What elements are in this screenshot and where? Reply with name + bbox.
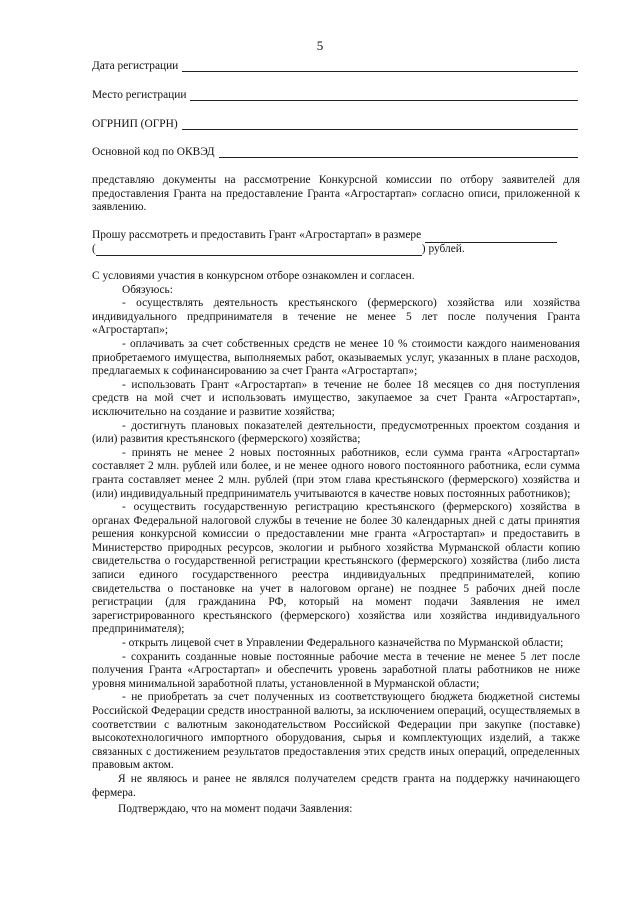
not-recipient-statement: Я не являюсь и ранее не являлся получателем средств гранта на поддержку начинающего фермера.	[92, 772, 580, 799]
page-number: 5	[316, 38, 324, 53]
okved-field	[92, 146, 578, 158]
grant-amount-line	[425, 232, 557, 243]
intro-paragraph: представляю документы на рассмотрение Конкурсной комиссии по отбору заявителей для предоставления Гранта на предоставление Гранта «Агростартап» согласно описи, приложенной к заявлению.	[92, 174, 580, 214]
registration-date-label: Дата регистрации	[92, 60, 179, 72]
registration-date-field	[92, 60, 578, 72]
rubles-label: ) рублей.	[421, 242, 465, 255]
obligation-item: - принять не менее 2 новых постоянных работников, если сумма гранта «Агростартап» составляет 2 млн. рублей или более, и не менее одного нового постоянного работника, если сумма гранта составляет менее 2 млн. рублей (при этом глава крестьянского (фермерского) хозяйства и (или) индивидуальный предприниматель учитываются в качестве новых постоянных работников);	[92, 446, 580, 500]
grant-request-label: Прошу рассмотреть и предоставить Грант «Агростартап» в размере	[92, 229, 422, 241]
obligation-item: - осуществить государственную регистрацию крестьянского (фермерского) хозяйства в органах Федеральной налоговой службы в течение не более 30 календарных дней с даты принятия решения конкурсной комиссии о предоставлении мне гранта «Агростартап» и предоставить в Министерство природных ресурсов, экологии и рыбного хозяйства Мурманской области копию свидетельства о государственной регистрации крестьянского (фермерского) хозяйства (либо листа записи единого государственного реестра индивидуальных предпринимателей, копию свидетельства о постановке на учет в налоговом органе) не позднее 5 рабочих дней после регистрации (для гражданина РФ, который на момент подачи Заявления не имел зарегистрированного крестьянского (фермерского) хозяйства или хозяйства индивидуального предпринимателя);	[92, 501, 580, 636]
obligation-item: - оплачивать за счет собственных средств не менее 10 % стоимости каждого наименования приобретаемого имущества, выполняемых работ, оказываемых услуг, указанных в плане расходов, предлагаемых к софинансированию за счет Гранта «Агростартап»;	[92, 337, 580, 378]
okved-line	[219, 147, 578, 158]
obligation-item: - использовать Грант «Агростартап» в течение не более 18 месяцев со дня поступления средств на мой счет и использовать имущество, закупаемое за счет Гранта «Агростартап», исключительно на создание и развитие хозяйства;	[92, 378, 580, 418]
grant-request	[92, 229, 580, 256]
ogrnip-label: ОГРНИП (ОГРН)	[92, 118, 178, 130]
obligation-item: - открыть лицевой счет в Управлении Федерального казначейства по Мурманской области;	[122, 637, 564, 650]
obligation-item: - достигнуть плановых показателей деятельности, предусмотренных проектом создания и (или) развития крестьянского (фермерского) хозяйства;	[92, 419, 580, 446]
registration-place-line	[190, 90, 578, 101]
obligation-item: - сохранить созданные новые постоянные рабочие места в течение не менее 5 лет после получения Гранта «Агростартап» и обеспечить уровень заработной платы работников не ниже уровня минимальной заработной платы, установленной в Мурманской области;	[92, 650, 580, 690]
open-paren: (	[92, 242, 96, 255]
ogrnip-field	[92, 118, 578, 130]
ogrnip-line	[182, 119, 578, 130]
obligations-heading: Обязуюсь:	[122, 283, 173, 296]
agree-statement: С условиями участия в конкурсном отборе ознакомлен и согласен.	[92, 270, 415, 282]
confirm-statement: Подтверждаю, что на момент подачи Заявления:	[118, 803, 353, 816]
obligation-item: - осуществлять деятельность крестьянского (фермерского) хозяйства или хозяйства индивидуального предпринимателя в течение не менее 5 лет после получения Гранта «Агростартап»;	[92, 297, 580, 337]
registration-place-field	[92, 89, 578, 101]
obligations-section	[92, 270, 580, 817]
registration-date-line	[182, 61, 578, 72]
okved-label: Основной код по ОКВЭД	[92, 146, 215, 158]
obligation-item: - не приобретать за счет полученных из соответствующего бюджета бюджетной системы Российской Федерации средств иностранной валюты, за исключением операций, осуществляемых в соответствии с валютным законодательством Российской Федерации при закупке (поставке) высокотехнологичного импортного оборудования, сырья и комплектующих изделий, а также связанных с достижением результатов предоставления этих средств иных операций, определенных правовым актом.	[92, 691, 580, 772]
grant-amount-words-line	[96, 245, 422, 256]
registration-place-label: Место регистрации	[92, 89, 187, 101]
